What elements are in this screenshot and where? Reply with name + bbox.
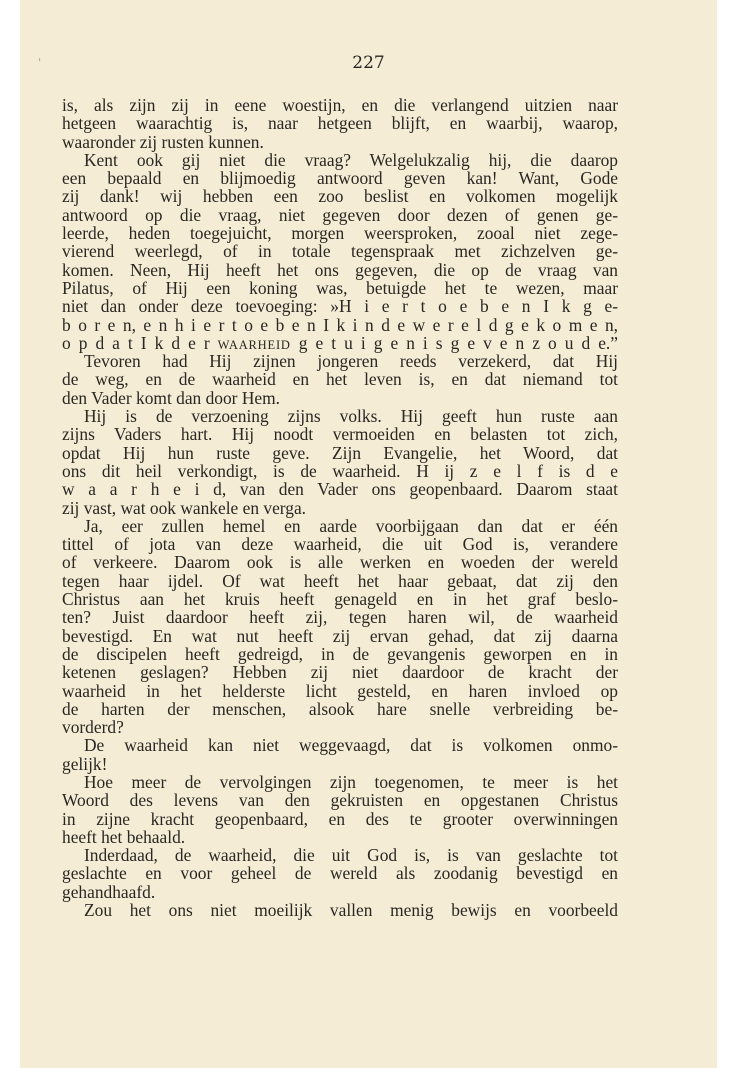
text-line: zij dank! wij hebben een zoo beslist en volkomen mogelijk — [62, 186, 618, 207]
page-number: 227 — [352, 53, 385, 73]
text-line: Tevoren had Hij zijnen jongeren reeds verzekerd, dat Hij — [84, 351, 618, 372]
text-line: heeft het behaald. — [62, 826, 186, 847]
text-line: den Vader komt dan door Hem. — [62, 387, 280, 408]
text-line: in zijne kracht geopenbaard, en des te grooter overwinningen — [62, 808, 618, 829]
text-line-mixed — [62, 334, 618, 352]
text-line: opdat Hij hun ruste geve. Zijn Evangelie, het Woord, dat — [62, 442, 618, 463]
text-line: zij vast, wat ook wankele en verga. — [62, 497, 307, 518]
text-line: tittel of jota van deze waarheid, die uit God is, verandere — [62, 534, 618, 555]
text-line: Ja, eer zullen hemel en aarde voorbijgaan dan dat er één — [84, 515, 618, 536]
text-line: Hij is de verzoening zijns volks. Hij geeft hun ruste aan — [84, 406, 618, 427]
text-line: Inderdaad, de waarheid, die uit God is, is van geslachte tot — [84, 845, 618, 866]
text-line: de discipelen heeft gedreigd, in de gevangenis geworpen en in — [62, 643, 618, 664]
text-line: leerde, heden toegejuicht, morgen weersproken, zooal niet zege- — [62, 223, 618, 244]
text-fragment: van den Vader ons geopenbaard. Daarom staat — [239, 479, 618, 500]
text-line: waaronder zij rusten kunnen. — [62, 131, 264, 152]
text-line: zijns Vaders hart. Hij noodt vermoeiden en belasten tot zich, — [62, 424, 618, 445]
text-line: de weg, en de waarheid en het leven is, en dat niemand tot — [62, 369, 618, 390]
text-fragment: ons dit heil verkondigt, is de waarheid. — [62, 460, 401, 481]
spaced-text: H ij z e l f is d e — [416, 460, 618, 481]
text-line: een bepaald en blijmoedig antwoord geven kan! Want, Gode — [62, 168, 618, 189]
text-line: geslachte en voor geheel de wereld als zoodanig bevestigd en — [62, 863, 618, 884]
text-line: ketenen geslagen? Hebben zij niet daardoor de kracht der — [62, 662, 618, 683]
spaced-text: w a a r h e i d, — [62, 479, 227, 500]
text-line-mixed — [62, 462, 618, 480]
margin-mark: ' — [38, 56, 42, 70]
text-line: bevestigd. En wat nut heeft zij ervan gehad, dat zij daarna — [62, 625, 618, 646]
text-line: of verkeere. Daarom ook is alle werken en woeden der wereld — [62, 552, 618, 573]
text-line-mixed — [62, 480, 618, 498]
text-line: Hoe meer de vervolgingen zijn toegenomen, te meer is het — [84, 771, 618, 792]
text-line: komen. Neen, Hij heeft het ons gegeven, die op de vraag van — [62, 259, 618, 280]
text-line: vorderd? — [62, 717, 124, 738]
book-page — [20, 0, 717, 1068]
text-line: gelijk! — [62, 753, 108, 774]
text-line: is, als zijn zij in eene woestijn, en die verlangend uitzien naar — [62, 95, 618, 115]
text-line: b o r e n, e n h i e r t o e b e n I k i n d e w e r e l d g e k o m e n, — [62, 314, 618, 335]
text-line: tegen haar ijdel. Of wat heeft het haar gebaat, dat zij den — [62, 570, 618, 591]
text-line: Christus aan het kruis heeft genageld en in het graf beslo- — [62, 589, 618, 610]
text-line: Pilatus, of Hij een koning was, betuigde het te wezen, maar — [62, 277, 618, 298]
text-line: gehandhaafd. — [62, 881, 156, 902]
text-line: Kent ook gij niet die vraag? Welgelukzalig hij, die daarop — [84, 149, 618, 170]
spaced-text: o p d a t I k d e r — [62, 332, 210, 353]
spaced-text: g e t u i g e n i s g e v e n z o u d e.” — [298, 332, 618, 353]
body-text — [62, 96, 618, 919]
text-line: Woord des levens van den gekruisten en opgestanen Christus — [62, 790, 618, 811]
smallcaps-word: WAARHEID — [217, 337, 291, 352]
text-line: Zou het ons niet moeilijk vallen menig bewijs en voorbeeld — [84, 900, 618, 921]
text-line: de harten der menschen, alsook hare snelle verbreiding be- — [62, 698, 618, 719]
text-line: niet dan onder deze toevoeging: »H i e r t o e b e n I k g e- — [62, 296, 618, 317]
text-line: ten? Juist daardoor heeft zij, tegen haren wil, de waarheid — [62, 607, 618, 628]
text-line: De waarheid kan niet weggevaagd, dat is volkomen onmo- — [84, 735, 618, 756]
text-line: vierend weerlegd, of in totale tegenspraak met zichzelven ge- — [62, 241, 618, 262]
text-line: waarheid in het helderste licht gesteld, en haren invloed op — [62, 680, 618, 701]
text-line: antwoord op die vraag, niet gegeven door dezen of genen ge- — [62, 204, 618, 225]
text-line: hetgeen waarachtig is, naar hetgeen blijft, en waarbij, waarop, — [62, 113, 618, 134]
